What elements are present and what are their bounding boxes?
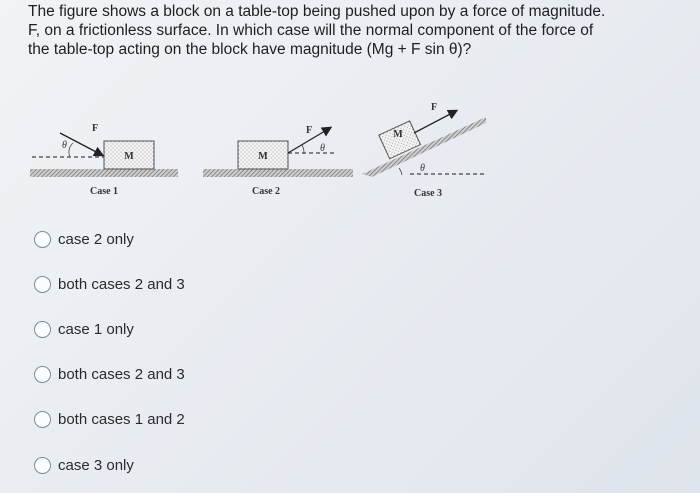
question-line-1: The figure shows a block on a table-top being pushed upon by a force of magnitude. bbox=[28, 3, 606, 20]
option-label: case 2 only bbox=[58, 231, 134, 248]
option-label: case 1 only bbox=[58, 321, 134, 338]
option-label: both cases 1 and 2 bbox=[58, 411, 185, 428]
radio-button[interactable] bbox=[34, 231, 51, 248]
radio-button[interactable] bbox=[34, 366, 51, 383]
radio-button[interactable] bbox=[34, 276, 51, 293]
case-2-block-label: M bbox=[258, 151, 268, 162]
option-both-cases-2-and-3-duplicate[interactable] bbox=[34, 366, 185, 383]
option-label: case 3 only bbox=[58, 457, 134, 474]
option-both-cases-1-and-2[interactable] bbox=[34, 411, 185, 428]
option-both-cases-2-and-3[interactable] bbox=[34, 276, 185, 293]
answer-options bbox=[34, 0, 434, 493]
question-line-3: the table-top acting on the block have magnitude (Mg + F sin θ)? bbox=[28, 41, 472, 58]
case-3-block-label: M bbox=[393, 129, 403, 140]
case-2-label: Case 2 bbox=[251, 186, 281, 197]
case-3-angle-label: θ bbox=[420, 163, 425, 174]
radio-button[interactable] bbox=[34, 411, 51, 428]
case-1-label: Case 1 bbox=[89, 186, 119, 197]
case-1-angle-label: θ bbox=[62, 140, 67, 151]
option-label: both cases 2 and 3 bbox=[58, 366, 185, 383]
case-2-force-label: F bbox=[306, 125, 313, 136]
option-case-2-only[interactable] bbox=[34, 231, 134, 248]
case-2-angle-label: θ bbox=[320, 143, 325, 154]
case-1-block-label: M bbox=[124, 151, 134, 162]
case-3-label: Case 3 bbox=[413, 188, 443, 199]
option-case-3-only[interactable] bbox=[34, 457, 134, 474]
option-case-1-only[interactable] bbox=[34, 321, 134, 338]
case-3-force-label: F bbox=[431, 102, 438, 113]
radio-button[interactable] bbox=[34, 457, 51, 474]
case-1-force-label: F bbox=[92, 123, 99, 134]
radio-button[interactable] bbox=[34, 321, 51, 338]
option-label: both cases 2 and 3 bbox=[58, 276, 185, 293]
question-line-2: F, on a frictionless surface. In which case will the normal component of the force of bbox=[28, 22, 594, 39]
